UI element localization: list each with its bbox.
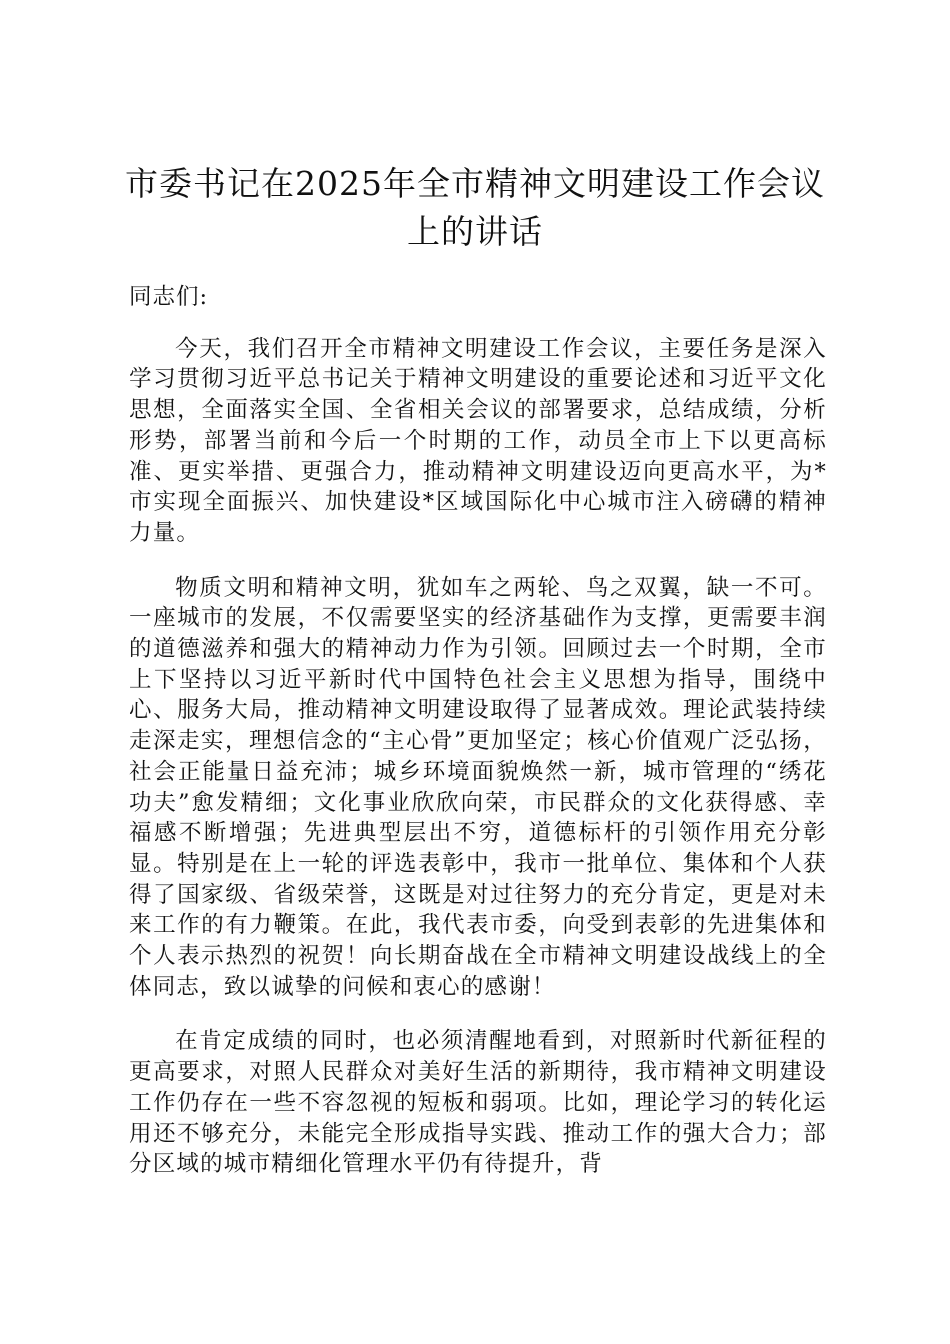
paragraph-1: 今天，我们召开全市精神文明建设工作会议，主要任务是深入学习贯彻习近平总书记关于精神文明建设的重要论述和习近平文化思想，全面落实全国、全省相关会议的部署要求，总结成绩，分析形势，部署当前和今后一个时期的工作，动员全市上下以更高标准、更实举措、更强合力，推动精神文明建设迈向更高水平，为*市实现全面振兴、加快建设*区域国际化中心城市注入磅礴的精神力量。 bbox=[129, 335, 827, 546]
salutation: 同志们: bbox=[129, 284, 209, 310]
document-title: 市委书记在2025年全市精神文明建设工作会议上的讲话 bbox=[125, 164, 825, 251]
document-body bbox=[129, 282, 827, 1204]
paragraph-2: 物质文明和精神文明，犹如车之两轮、鸟之双翼，缺一不可。一座城市的发展，不仅需要坚实的经济基础作为支撑，更需要丰润的道德滋养和强大的精神动力作为引领。回顾过去一个时期，全市上下坚持以习近平新时代中国特色社会主义思想为指导，围绕中心、服务大局，推动精神文明建设取得了显著成效。理论武装持续走深走实，理想信念的“主心骨”更加坚定；核心价值观广泛弘扬，社会正能量日益充沛；城乡环境面貌焕然一新，城市管理的“绣花功夫”愈发精细；文化事业欣欣向荣，市民群众的文化获得感、幸福感不断增强；先进典型层出不穷，道德标杆的引领作用充分彰显。特别是在上一轮的评选表彰中，我市一批单位、集体和个人获得了国家级、省级荣誉，这既是对过往努力的充分肯定，更是对未来工作的有力鞭策。在此，我代表市委，向受到表彰的先进集体和个人表示热烈的祝贺！向长期奋战在全市精神文明建设战线上的全体同志，致以诚挚的问候和衷心的感谢！ bbox=[129, 574, 827, 1000]
paragraph-3: 在肯定成绩的同时，也必须清醒地看到，对照新时代新征程的更高要求，对照人民群众对美好生活的新期待，我市精神文明建设工作仍存在一些不容忽视的短板和弱项。比如，理论学习的转化运用还不够充分，未能完全形成指导实践、推动工作的强大合力；部分区域的城市精细化管理水平仍有待提升，背 bbox=[129, 1028, 827, 1178]
